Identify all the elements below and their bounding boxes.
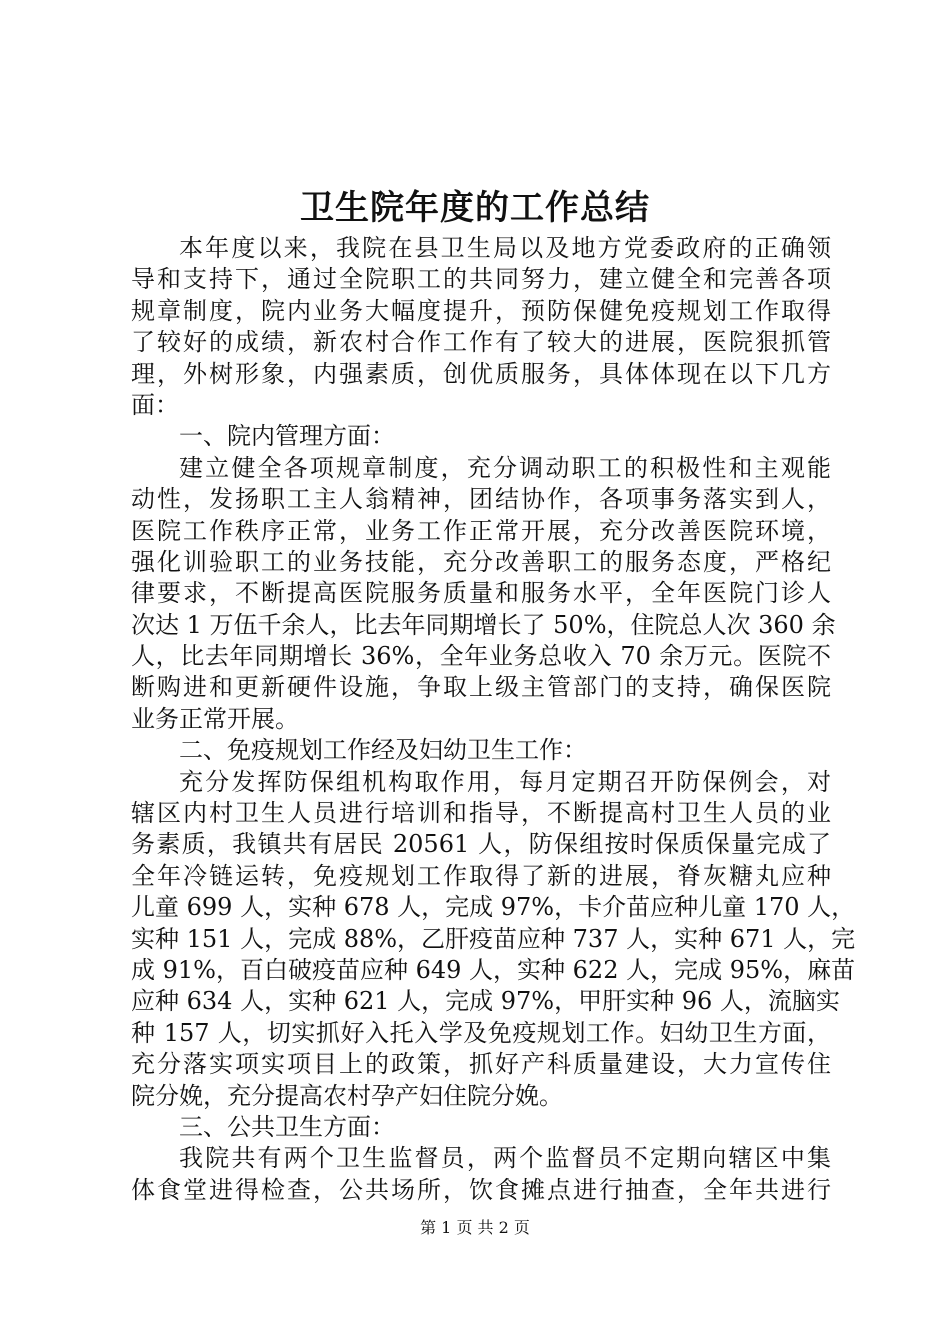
text-line: 人，比去年同期增长 36%，全年业务总收入 70 余万元。医院不 — [131, 642, 831, 671]
text-line: 面： — [131, 390, 179, 419]
text-line: 了较好的成绩，新农村合作工作有了较大的进展，医院狠抓管 — [131, 328, 831, 357]
text-line: 规章制度，院内业务大幅度提升，预防保健免疫规划工作取得 — [131, 296, 831, 325]
text-line: 导和支持下，通过全院职工的共同努力，建立健全和完善各项 — [131, 265, 831, 294]
text-line: 实种 151 人，完成 88%，乙肝疫苗应种 737 人，实种 671 人，完 — [131, 924, 856, 953]
section-heading: 一、院内管理方面： — [179, 422, 395, 451]
text-line: 充分落实项实项目上的政策，抓好产科质量建设，大力宣传住 — [131, 1050, 831, 1079]
text-line: 种 157 人，切实抓好入托入学及免疫规划工作。妇幼卫生方面， — [131, 1018, 831, 1047]
text-line: 理，外树形象，内强素质，创优质服务，具体体现在以下几方 — [131, 359, 831, 388]
page-number-footer: 第 1 页 共 2 页 — [420, 1218, 530, 1237]
text-line: 儿童 699 人，实种 678 人，完成 97%，卡介苗应种儿童 170 人， — [131, 893, 856, 922]
text-line: 断购进和更新硬件设施，争取上级主管部门的支持，确保医院 — [131, 673, 831, 702]
document-body — [131, 233, 856, 1206]
text-line: 律要求，不断提高医院服务质量和服务水平，全年医院门诊人 — [131, 579, 831, 608]
text-line: 本年度以来，我院在县卫生局以及地方党委政府的正确领 — [179, 234, 831, 262]
text-line: 我院共有两个卫生监督员，两个监督员不定期向辖区中集 — [179, 1144, 831, 1173]
text-line: 次达 1 万伍千余人，比去年同期增长了 50%，住院总人次 360 余 — [131, 610, 836, 639]
text-line: 业务正常开展。 — [131, 704, 299, 733]
document-title: 卫生院年度的工作总结 — [300, 188, 650, 228]
text-line: 院分娩，充分提高农村孕产妇住院分娩。 — [131, 1081, 563, 1110]
text-line: 强化训验职工的业务技能，充分改善职工的服务态度，严格纪 — [131, 547, 831, 576]
text-line: 建立健全各项规章制度，充分调动职工的积极性和主观能 — [179, 453, 831, 482]
text-line: 务素质，我镇共有居民 20561 人，防保组按时保质保量完成了 — [131, 830, 831, 859]
text-line: 辖区内村卫生人员进行培训和指导，不断提高村卫生人员的业 — [131, 799, 831, 828]
text-line: 医院工作秩序正常，业务工作正常开展，充分改善医院环境， — [131, 516, 831, 545]
text-line: 成 91%，百白破疫苗应种 649 人，实种 622 人，完成 95%，麻苗 — [131, 955, 856, 984]
text-line: 体食堂进得检查，公共场所，饮食摊点进行抽查，全年共进行 — [131, 1175, 831, 1204]
text-line: 动性，发扬职工主人翁精神，团结协作，各项事务落实到人， — [131, 485, 831, 514]
section-heading: 二、免疫规划工作经及妇幼卫生工作： — [179, 736, 587, 765]
section-heading: 三、公共卫生方面： — [179, 1112, 395, 1141]
text-line: 全年冷链运转，免疫规划工作取得了新的进展，脊灰糖丸应种 — [131, 861, 831, 890]
text-line: 应种 634 人，实种 621 人，完成 97%，甲肝实种 96 人，流脑实 — [131, 987, 840, 1016]
text-line: 充分发挥防保组机构取作用，每月定期召开防保例会，对 — [179, 767, 831, 796]
